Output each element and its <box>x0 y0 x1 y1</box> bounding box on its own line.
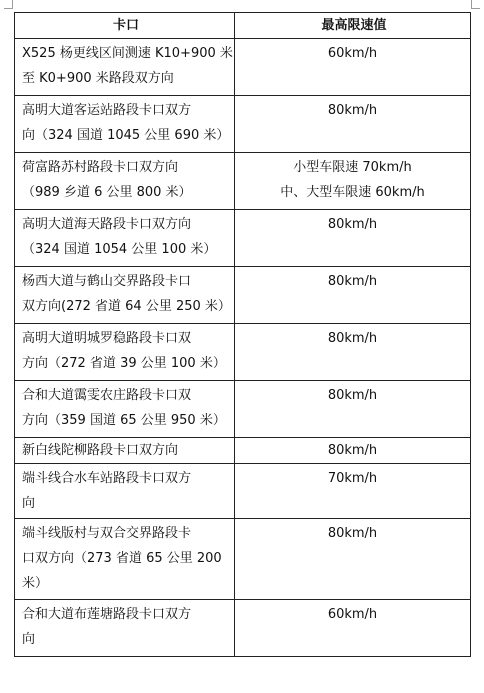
checkpoint-text: 向（324 国道 1045 公里 690 米） <box>22 128 230 143</box>
speed-limit-cell <box>235 519 471 600</box>
checkpoint-text: 端斗线版村与双合交界路段卡 <box>22 526 192 541</box>
table-row <box>15 153 471 210</box>
speed-limit-text: 70km/h <box>327 471 378 486</box>
checkpoint-text: 杨西大道与鹤山交界路段卡口 <box>22 274 192 289</box>
checkpoint-cell <box>15 600 235 657</box>
checkpoint-text: 至 K0+900 米路段双方向 <box>22 71 174 86</box>
speed-limit-text: 80km/h <box>327 331 378 346</box>
table-row <box>15 210 471 267</box>
speed-limit-cell <box>235 438 471 464</box>
checkpoint-text: 高明大道明城罗稳路段卡口双 <box>22 331 192 346</box>
checkpoint-text: 合和大道布莲塘路段卡口双方 <box>22 607 192 622</box>
checkpoint-text: X525 杨更线区间测速 K10+900 米 <box>22 46 233 61</box>
table-row <box>15 267 471 324</box>
checkpoint-cell <box>15 464 235 519</box>
checkpoint-text: 荷富路苏村路段卡口双方向 <box>22 160 179 175</box>
speed-limit-text: 80km/h <box>327 443 378 458</box>
table-row <box>15 519 471 600</box>
header-checkpoint: 卡口 <box>15 13 235 39</box>
checkpoint-cell <box>15 381 235 438</box>
checkpoint-text: 双方向(272 省道 64 公里 250 米） <box>22 299 231 314</box>
checkpoint-cell <box>15 267 235 324</box>
checkpoint-cell <box>15 39 235 96</box>
checkpoint-text: 端斗线合水车站路段卡口双方 <box>22 471 192 486</box>
table-row <box>15 324 471 381</box>
table-row <box>15 381 471 438</box>
speed-limit-cell <box>235 153 471 210</box>
table-row <box>15 96 471 153</box>
checkpoint-text: 新白线陀柳路段卡口双方向 <box>22 443 179 458</box>
speed-limit-cell <box>235 39 471 96</box>
speed-limit-text: 80km/h <box>327 274 378 289</box>
speed-limit-cell <box>235 267 471 324</box>
speed-limit-table <box>14 12 471 657</box>
speed-limit-text: 80km/h <box>327 526 378 541</box>
speed-limit-cell <box>235 464 471 519</box>
speed-limit-cell <box>235 381 471 438</box>
checkpoint-text: 方向（272 省道 39 公里 100 米） <box>22 356 226 371</box>
speed-limit-text: 80km/h <box>327 103 378 118</box>
speed-limit-text: 小型车限速 70km/h <box>293 160 412 175</box>
table-row <box>15 438 471 464</box>
table-row <box>15 600 471 657</box>
checkpoint-cell <box>15 210 235 267</box>
checkpoint-text: 方向（359 国道 65 公里 950 米） <box>22 413 226 428</box>
checkpoint-text: 向 <box>22 496 36 511</box>
speed-limit-cell <box>235 324 471 381</box>
speed-limit-text: 80km/h <box>327 217 378 232</box>
header-max-speed: 最高限速值 <box>235 13 471 39</box>
checkpoint-cell <box>15 324 235 381</box>
speed-limit-text: 60km/h <box>327 46 378 61</box>
checkpoint-cell <box>15 519 235 600</box>
checkpoint-text: （989 乡道 6 公里 800 米） <box>22 185 192 200</box>
speed-limit-text: 80km/h <box>327 388 378 403</box>
checkpoint-cell <box>15 438 235 464</box>
checkpoint-cell <box>15 96 235 153</box>
speed-limit-cell <box>235 96 471 153</box>
speed-limit-text: 中、大型车限速 60km/h <box>280 185 425 200</box>
table-row <box>15 39 471 96</box>
checkpoint-text: 合和大道霭雯农庄路段卡口双 <box>22 388 192 403</box>
checkpoint-text: 米） <box>22 576 49 591</box>
speed-limit-cell <box>235 600 471 657</box>
checkpoint-text: （324 国道 1054 公里 100 米） <box>22 242 217 257</box>
checkpoint-text: 口双方向（273 省道 65 公里 200 <box>22 551 222 566</box>
checkpoint-cell <box>15 153 235 210</box>
page-corner-mark-right <box>471 0 480 9</box>
checkpoint-text: 高明大道海天路段卡口双方向 <box>22 217 192 232</box>
checkpoint-text: 向 <box>22 632 36 647</box>
page-corner-mark-left <box>4 0 13 9</box>
checkpoint-text: 高明大道客运站路段卡口双方 <box>22 103 192 118</box>
speed-limit-cell <box>235 210 471 267</box>
table-header-row <box>15 13 471 39</box>
speed-limit-text: 60km/h <box>327 607 378 622</box>
table-row <box>15 464 471 519</box>
